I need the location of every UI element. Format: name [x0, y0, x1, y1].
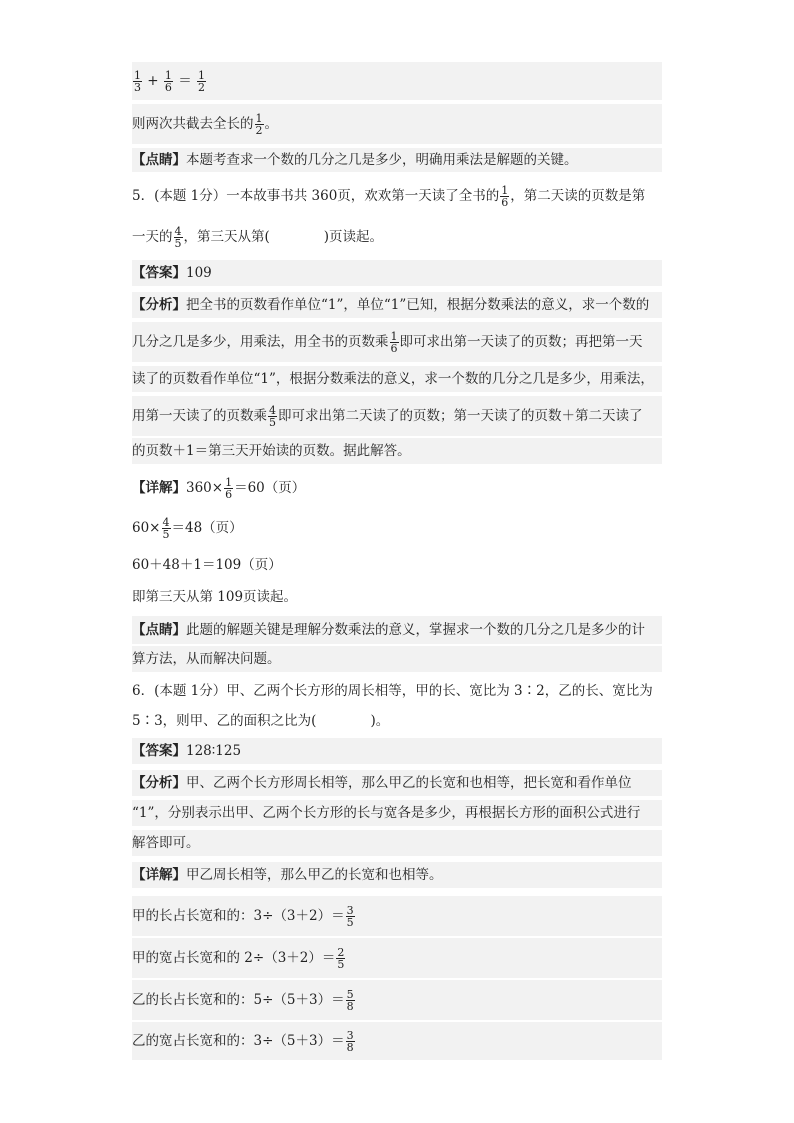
q5-detail-3: 60＋48＋1＝109（页） — [132, 557, 282, 573]
q6-analysis-2: “1”，分别表示出甲、乙两个长方形的长与宽各是多少，再根据长方形的面积公式进行 — [132, 800, 662, 826]
q6-analysis-3: 解答即可。 — [132, 830, 662, 856]
conclusion-line: 则两次共截去全长的 $\frac{1}{2}$ 。 — [132, 104, 662, 144]
q5-stem-line1: 5．(本题 1分）一本故事书共 360页，欢欢第一天读了全书的 $\frac{1}{6}$ ，第二天读的页数是第 — [132, 184, 646, 209]
q5-analysis-3: 读了的页数看作单位“1”，根据分数乘法的意义，求一个数的几分之几是多少，用乘法， — [132, 366, 662, 392]
dianjing-1: 【点睛】本题考查求一个数的几分之几是多少，明确用乘法是解题的关键。 — [132, 148, 662, 172]
q5-analysis-5: 的页数＋1＝第三天开始读的页数。据此解答。 — [132, 438, 662, 464]
q5-stem-line2: 一天的 $\frac{4}{5}$ ，第三天从第( )页读起。 — [132, 225, 384, 250]
q5-analysis-1: 【分析】把全书的页数看作单位“1”，单位“1”已知，根据分数乘法的意义，求一个数的 — [132, 292, 662, 318]
q6-detail-2: 甲的宽占长宽和的 2÷（3＋2）＝ $\frac{2}{5}$ — [132, 938, 662, 978]
q6-detail-4: 乙的宽占长宽和的：3÷（5＋3）＝ $\frac{3}{8}$ — [132, 1022, 662, 1060]
q6-stem-line2: 5∶3，则甲、乙的面积之比为( )。 — [132, 713, 390, 729]
q5-dianjing-1: 【点睛】此题的解题关键是理解分数乘法的意义，掌握求一个数的几分之几是多少的计 — [132, 616, 662, 644]
q6-answer: 【答案】128∶125 — [132, 738, 662, 764]
q6-detail-0: 【详解】甲乙周长相等，那么甲乙的长宽和也相等。 — [132, 862, 662, 888]
q5-answer: 【答案】109 — [132, 260, 662, 286]
q5-dianjing-2: 算方法，从而解决问题。 — [132, 646, 662, 672]
q6-stem-line1: 6．(本题 1分）甲、乙两个长方形的周长相等，甲的长、宽比为 3∶2，乙的长、宽比为 — [132, 683, 653, 699]
q6-detail-1: 甲的长占长宽和的：3÷（3＋2）＝ $\frac{3}{5}$ — [132, 896, 662, 936]
q5-detail-2: 60× $\frac{4}{5}$ ＝48（页） — [132, 516, 243, 541]
q5-analysis-2: 几分之几是多少，用乘法，用全书的页数乘 $\frac{1}{6}$ 即可求出第一天读了的页数；再把第一天 — [132, 322, 662, 362]
q5-analysis-4: 用第一天读了的页数乘 $\frac{4}{5}$ 即可求出第二天读了的页数；第一天读了的页数＋第二天读了 — [132, 396, 662, 436]
fraction: $\frac{1}{6}$ — [164, 69, 172, 94]
fraction: $\frac{1}{3}$ — [134, 69, 141, 94]
q6-analysis-1: 【分析】甲、乙两个长方形周长相等，那么甲乙的长宽和也相等，把长宽和看作单位 — [132, 770, 662, 796]
q6-detail-3: 乙的长占长宽和的：5÷（5＋3）＝ $\frac{5}{8}$ — [132, 980, 662, 1020]
fraction: $\frac{1}{2}$ — [198, 69, 205, 94]
q5-detail-4: 即第三天从第 109页读起。 — [132, 589, 298, 605]
equation-sum: $\frac{1}{3}$ + $\frac{1}{6}$ ＝ $\frac{1}{2}$ — [132, 62, 662, 100]
q5-detail-1: 【详解】360× $\frac{1}{6}$ ＝60（页） — [132, 476, 306, 501]
